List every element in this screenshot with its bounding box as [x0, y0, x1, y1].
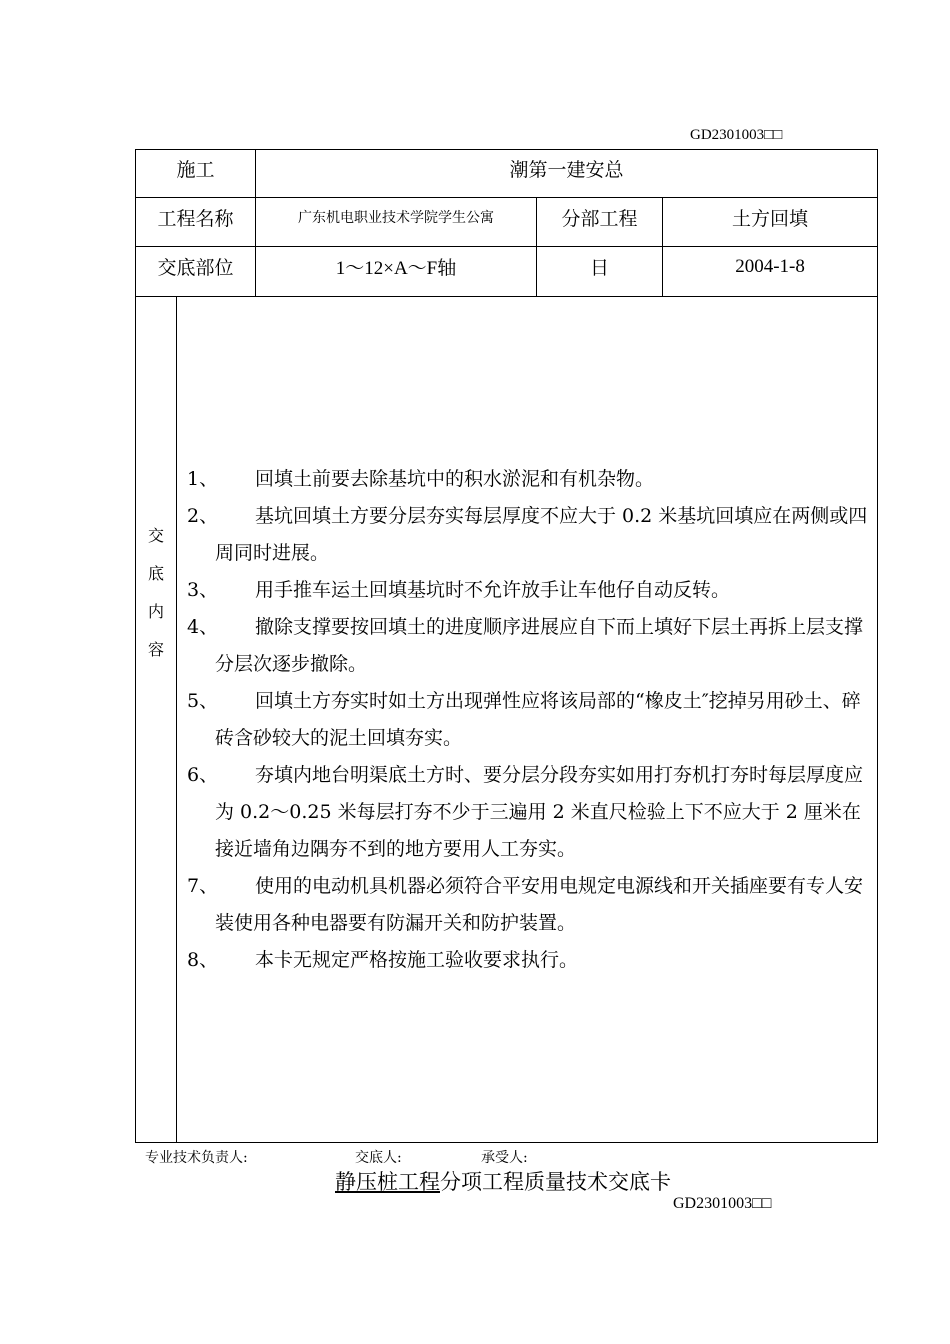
- item-number: 2、: [187, 504, 219, 527]
- item-text: 回填土前要去除基坑中的积水淤泥和有机杂物。: [255, 467, 655, 490]
- location-value-cell: [256, 247, 537, 297]
- division-value: 土方回填: [732, 207, 809, 230]
- disclosure-content-cell: [177, 297, 878, 1143]
- item-text: 基坑回填土方要分层夯实每层厚度不应大于 0.2 米基坑回填应在两侧或四周同时进展。: [215, 504, 868, 564]
- disclosure-item: [187, 461, 869, 498]
- division-label: 分部工程: [561, 207, 638, 230]
- content-side-label: [136, 517, 176, 669]
- disclosure-item: [187, 498, 869, 572]
- item-text: 本卡无规定严格按施工验收要求执行。: [255, 948, 579, 971]
- construction-label: 施工: [176, 159, 215, 181]
- disclosure-item: [187, 868, 869, 942]
- item-number: 7、: [187, 874, 219, 897]
- division-value-cell: [663, 198, 878, 247]
- content-side-label-cell: [136, 297, 177, 1143]
- item-number: 3、: [187, 578, 219, 601]
- document-code-top: GD2301003□□: [690, 127, 783, 143]
- division-label-cell: [537, 198, 663, 247]
- location-label: 交底部位: [157, 257, 234, 279]
- disclosure-item: [187, 757, 869, 868]
- disclosure-item: [187, 572, 869, 609]
- item-text: 用手推车运土回填基坑时不允许放手让车他仔自动反转。: [255, 578, 731, 601]
- side-char: 内: [147, 602, 164, 621]
- date-value: 2004-1-8: [735, 255, 805, 277]
- document-code-bottom: GD2301003□□: [673, 1195, 772, 1212]
- project-value-cell: [256, 198, 537, 247]
- side-char: 交: [147, 526, 164, 545]
- date-label: 日: [590, 257, 610, 279]
- construction-value: 潮第一建安总: [509, 159, 624, 181]
- item-text: 夯填内地台明渠底土方时、要分层分段夯实如用打夯机打夯时每层厚度应为 0.2～0.25 米每层打夯不少于三遍用 2 米直尺检验上下不应大于 2 厘米在接近墙角边隅夯不到的地方要用人工夯实。: [215, 763, 864, 860]
- item-number: 5、: [187, 689, 219, 712]
- disclosure-item: [187, 942, 869, 979]
- date-value-cell: [663, 247, 878, 297]
- disclosure-item: [187, 683, 869, 757]
- disclosure-item: [187, 609, 869, 683]
- discloser-signature-label: 交底人:: [355, 1150, 402, 1166]
- location-label-cell: [136, 247, 256, 297]
- item-number: 4、: [187, 615, 219, 638]
- item-number: 1、: [187, 467, 219, 490]
- construction-value-cell: [256, 150, 878, 198]
- construction-label-cell: [136, 150, 256, 198]
- receiver-signature-label: 承受人:: [481, 1150, 528, 1166]
- item-number: 6、: [187, 763, 219, 786]
- disclosure-card-table: [135, 149, 878, 1143]
- item-text: 撤除支撑要按回填土的进度顺序进展应自下而上填好下层土再拆上层支撑分层次逐步撤除。: [215, 615, 864, 675]
- disclosure-item-list: [177, 461, 877, 979]
- item-number: 8、: [187, 948, 219, 971]
- date-label-cell: [537, 247, 663, 297]
- project-label: 工程名称: [157, 207, 234, 230]
- footer-title-rest: 分项工程质量技术交底卡: [440, 1170, 671, 1194]
- location-value: 1～12×A～F轴: [335, 258, 457, 279]
- tech-lead-signature-label: 专业技术负责人:: [145, 1150, 248, 1166]
- footer-title-underlined: 静压桩工程: [335, 1170, 440, 1194]
- footer-title: [335, 1166, 671, 1196]
- item-text: 使用的电动机具机器必须符合平安用电规定电源线和开关插座要有专人安装使用各种电器要有防漏开关和防护装置。: [215, 874, 864, 934]
- side-char: 容: [147, 640, 164, 659]
- project-value: 广东机电职业技术学院学生公寓: [298, 210, 495, 226]
- side-char: 底: [147, 564, 164, 583]
- item-text: 回填土方夯实时如土方出现弹性应将该局部的“橡皮土″挖掉另用砂土、碎砖含砂较大的泥土回填夯实。: [215, 689, 861, 749]
- project-label-cell: [136, 198, 256, 247]
